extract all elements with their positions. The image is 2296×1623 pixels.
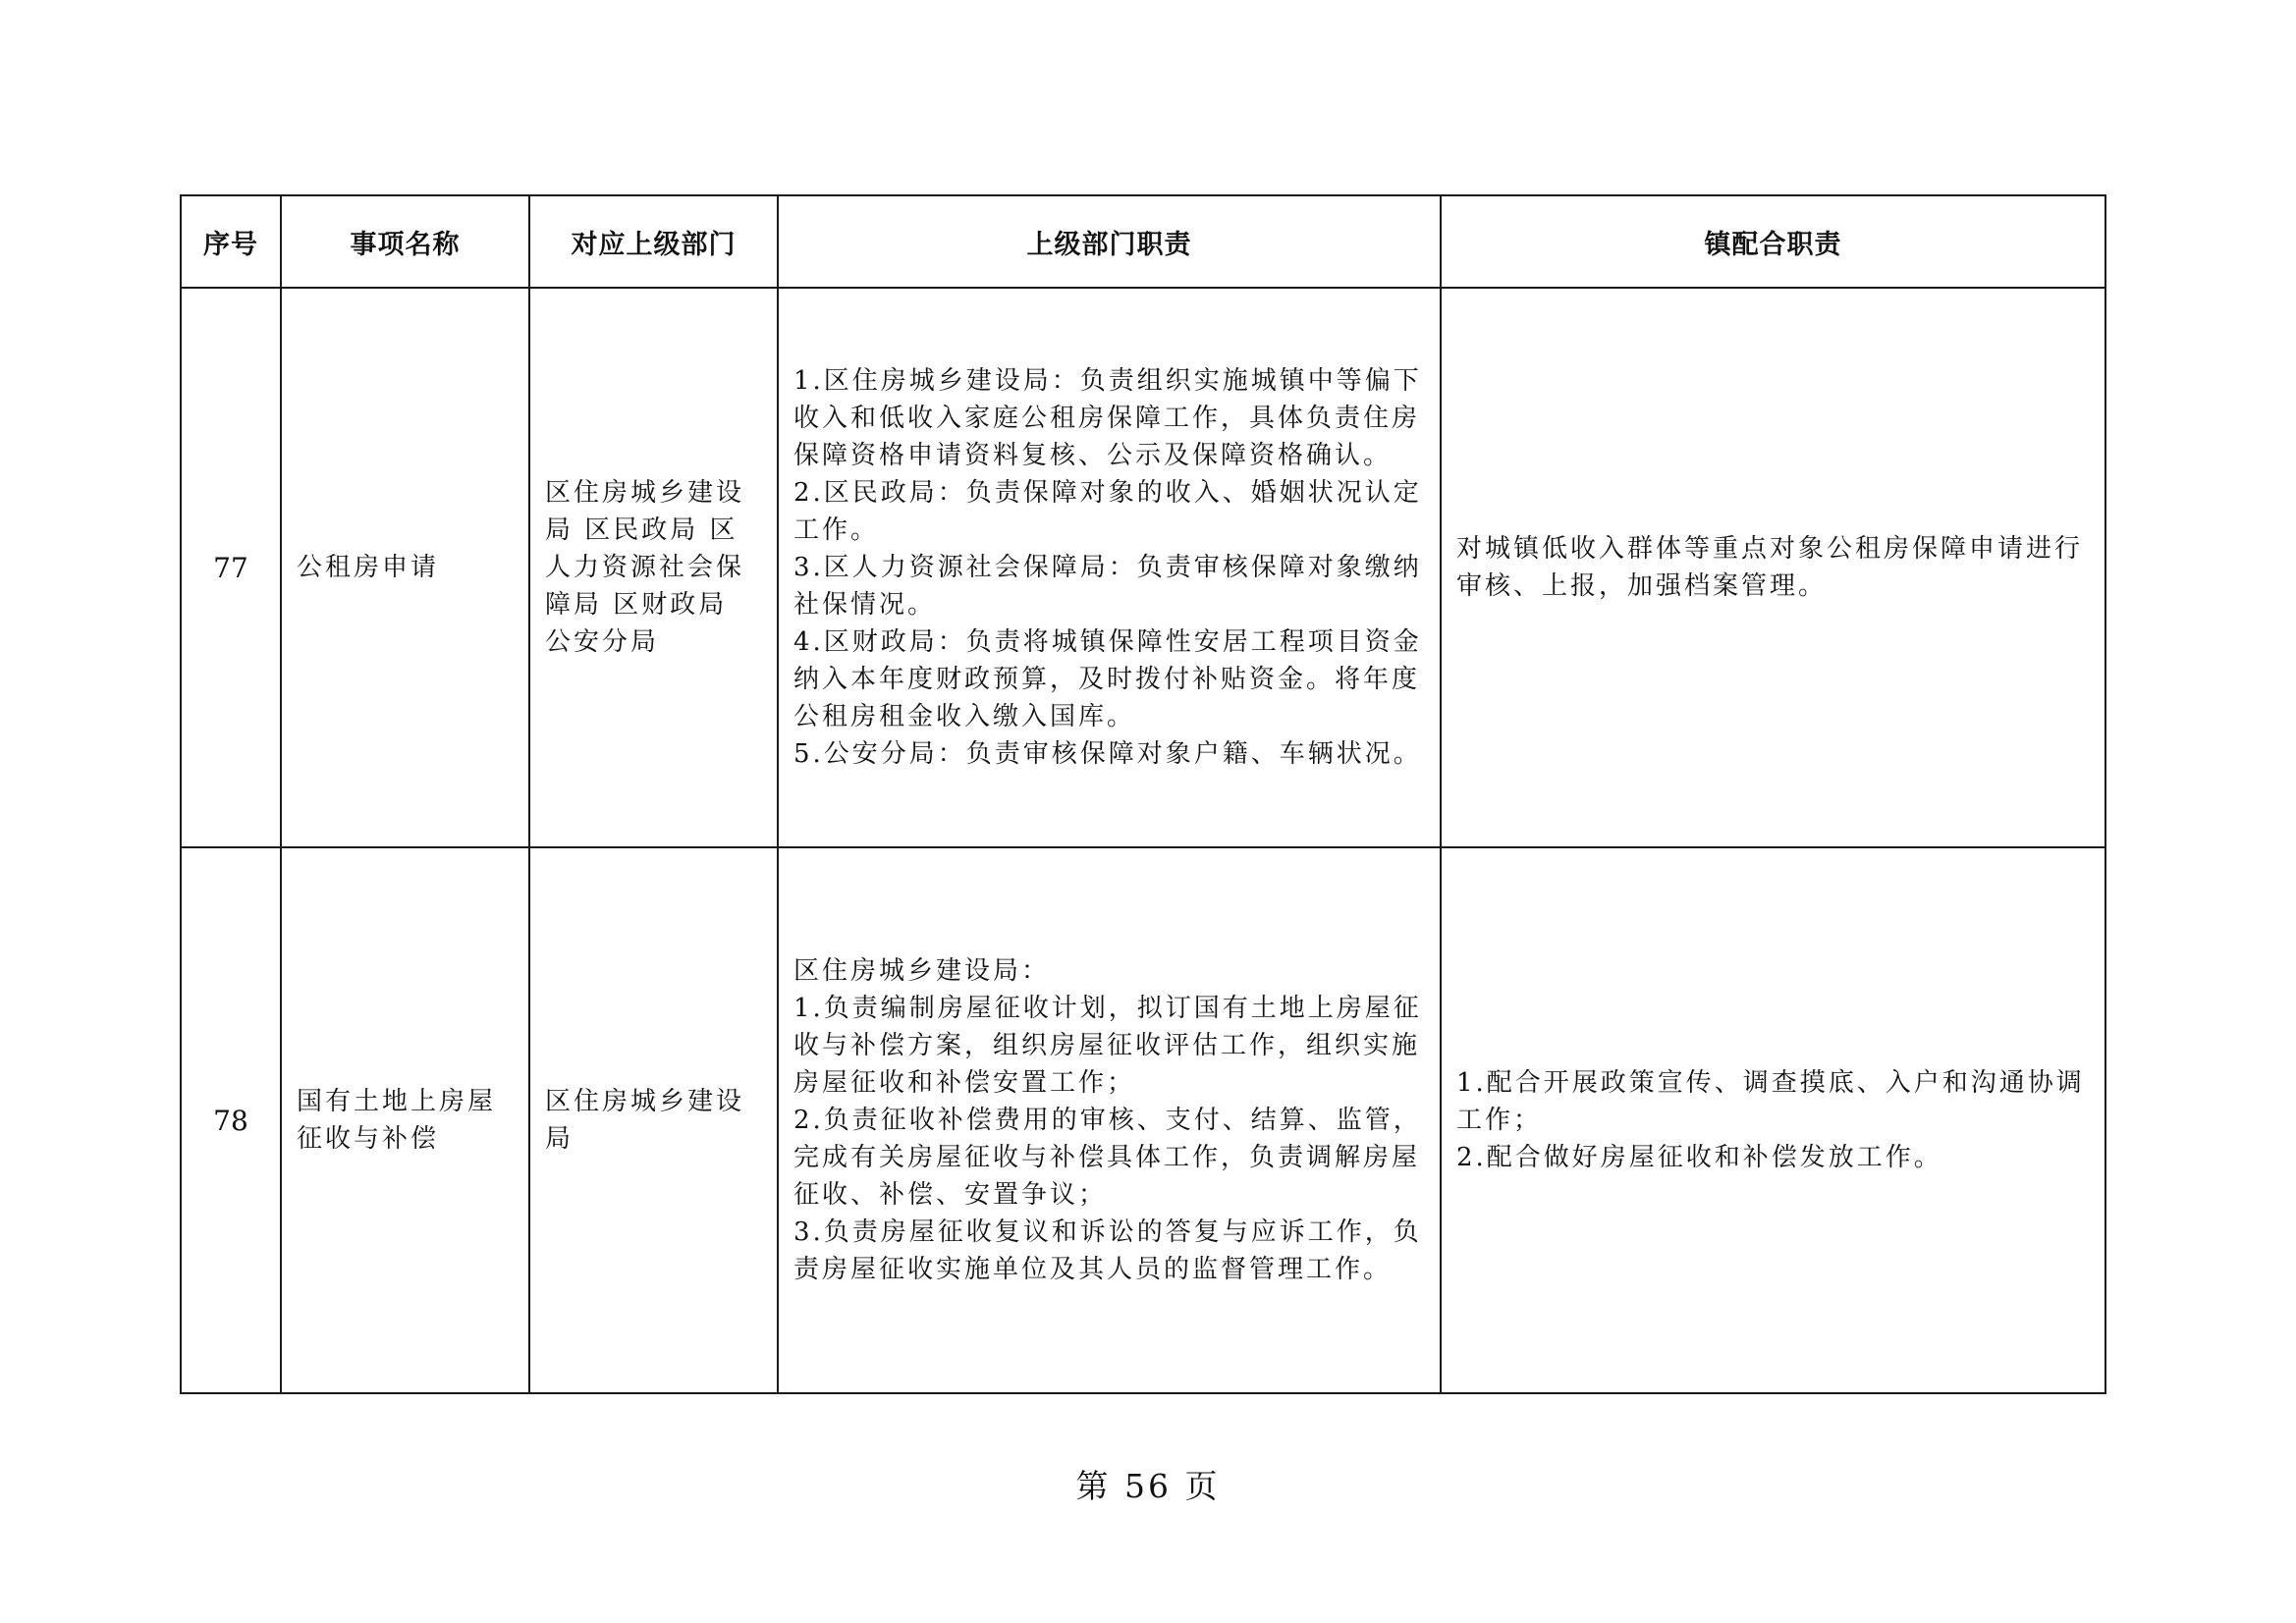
cell-text-line: 征收、补偿、安置争议；: [793, 1180, 1108, 1210]
cell-item-name: [281, 288, 529, 847]
page-number: 第 56 页: [1075, 1467, 1221, 1505]
cell-text-line: 2.区民政局：负责保障对象的收入、婚姻状况认定: [793, 478, 1422, 508]
cell-text: [530, 1083, 777, 1158]
cell-text-line: 1.区住房城乡建设局：负责组织实施城镇中等偏下: [793, 366, 1422, 396]
cell-text-line: 房屋征收和补偿安置工作；: [793, 1068, 1136, 1098]
cell-text-line: 2.负责征收补偿费用的审核、支付、结算、监管，: [793, 1106, 1422, 1135]
cell-text-line: 保障资格申请资料复核、公示及保障资格确认。: [793, 441, 1393, 470]
cell-text-line: 2.配合做好房屋征收和补偿发放工作。: [1456, 1143, 1942, 1172]
cell-superior-duty: [778, 288, 1441, 847]
table-row: [181, 288, 2105, 847]
cell-text-line: 3.区人力资源社会保障局：负责审核保障对象缴纳: [793, 553, 1422, 582]
header-superior-dept: 对应上级部门: [529, 195, 778, 288]
cell-text: [282, 1083, 528, 1158]
cell-text-line: 公租房申请: [297, 553, 440, 582]
cell-superior-dept: [529, 847, 778, 1393]
cell-text-line: 5.公安分局：负责审核保障对象户籍、车辆状况。: [793, 739, 1422, 769]
cell-text-line: 公租房租金收入缴入国库。: [793, 702, 1136, 731]
table-row: [181, 847, 2105, 1393]
cell-text: [1442, 1064, 2105, 1176]
cell-superior-duty: [778, 847, 1441, 1393]
duty-table: [180, 194, 2106, 1394]
cell-item-name: [281, 847, 529, 1393]
cell-text-line: 审核、上报，加强档案管理。: [1456, 571, 1828, 601]
cell-text-line: 收入和低收入家庭公租房保障工作，具体负责住房: [793, 404, 1421, 433]
cell-text-line: 区住房城乡建设局：: [793, 956, 1051, 986]
cell-text-line: 公安分局: [545, 627, 660, 657]
cell-text-line: 区住房城乡建设: [545, 1087, 745, 1116]
cell-text: [530, 474, 777, 661]
cell-text-line: 社保情况。: [793, 590, 937, 620]
cell-text: [779, 362, 1440, 773]
header-item-name: 事项名称: [281, 195, 529, 288]
cell-town-duty: [1441, 847, 2105, 1393]
table-header-row: [181, 195, 2105, 288]
cell-text-line: 3.负责房屋征收复议和诉讼的答复与应诉工作，负: [793, 1217, 1422, 1247]
cell-text-line: 纳入本年度财政预算，及时拨付补贴资金。将年度: [793, 665, 1421, 694]
cell-text-line: 收与补偿方案，组织房屋征收评估工作，组织实施: [793, 1031, 1421, 1060]
cell-text-line: 国有土地上房屋: [297, 1087, 497, 1116]
cell-text-line: 区住房城乡建设: [545, 478, 745, 508]
header-no: 序号: [181, 195, 281, 288]
cell-text: [1442, 530, 2105, 605]
cell-text-line: 责房屋征收实施单位及其人员的监督管理工作。: [793, 1255, 1393, 1284]
cell-text-line: 人力资源社会保: [545, 553, 745, 582]
cell-text: [779, 952, 1440, 1288]
table-body: [181, 288, 2105, 1393]
cell-superior-dept: [529, 288, 778, 847]
cell-no: 78: [181, 847, 281, 1393]
cell-text-line: 1.负责编制房屋征收计划，拟订国有土地上房屋征: [793, 994, 1422, 1023]
cell-text: [282, 549, 528, 586]
cell-town-duty: [1441, 288, 2105, 847]
header-town-duty: 镇配合职责: [1441, 195, 2105, 288]
cell-text-line: 工作；: [1456, 1106, 1543, 1135]
cell-text-line: 障局 区财政局: [545, 590, 728, 620]
cell-text-line: 对城镇低收入群体等重点对象公租房保障申请进行: [1456, 534, 2084, 564]
cell-text-line: 1.配合开展政策宣传、调查摸底、入户和沟通协调: [1456, 1068, 2085, 1098]
header-superior-duty: 上级部门职责: [778, 195, 1441, 288]
cell-text-line: 局: [545, 1124, 574, 1154]
cell-text-line: 完成有关房屋征收与补偿具体工作，负责调解房屋: [793, 1143, 1421, 1172]
cell-text-line: 4.区财政局：负责将城镇保障性安居工程项目资金: [793, 627, 1422, 657]
cell-text-line: 工作。: [793, 515, 880, 545]
cell-text-line: 征收与补偿: [297, 1124, 440, 1154]
cell-text-line: 局 区民政局 区: [545, 515, 738, 545]
cell-no: 77: [181, 288, 281, 847]
